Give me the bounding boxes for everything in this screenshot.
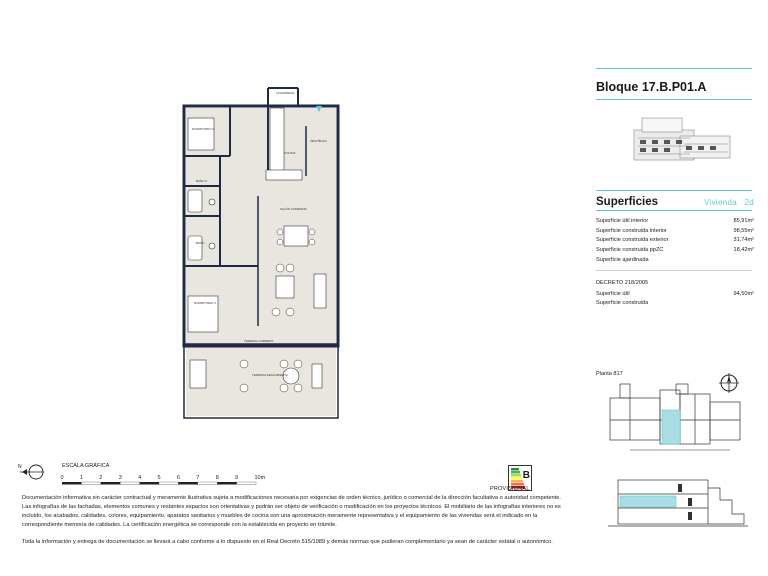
superficies-divider-bottom	[596, 210, 752, 211]
decreto-title-row	[596, 280, 754, 286]
scale-tick-label: 7	[196, 475, 200, 481]
scale-tick-label: 8	[215, 475, 219, 481]
title-divider	[596, 99, 752, 100]
planta-label: Planta 817	[596, 371, 623, 377]
floor-plan	[180, 86, 348, 422]
plan-label-bano1: BAÑO	[196, 241, 205, 245]
section-drawing	[608, 470, 748, 536]
surface-label: Superficie construida ppZC	[596, 247, 664, 253]
plan-label-dormitorio1: DORMITORIO 1	[194, 301, 216, 305]
surface-label: Superficie útil interior	[596, 218, 649, 224]
decreto-value: 94,50m²	[733, 291, 754, 297]
superficies-title: Superficies	[596, 196, 658, 208]
vivienda-type	[704, 198, 754, 207]
scale-label: ESCALA GRÁFICA	[62, 463, 110, 469]
scale-tick-label: 0	[60, 475, 64, 481]
decreto-row	[596, 300, 754, 306]
key-plan	[600, 380, 750, 460]
surface-row	[596, 257, 754, 263]
superficies-divider-top	[596, 190, 752, 191]
decreto-divider	[596, 270, 752, 271]
surface-row	[596, 237, 754, 243]
plan-label-cocina: COCINA	[284, 151, 296, 155]
building-render	[624, 112, 744, 170]
scale-tick-label: 2	[99, 475, 103, 481]
surface-label: Superficie ajardinada	[596, 257, 649, 263]
decreto-label: Superficie útil	[596, 291, 630, 297]
scale-bar	[56, 470, 276, 486]
scale-tick-label: 9	[235, 475, 239, 481]
decreto-label: Superficie construida	[596, 300, 649, 306]
scale-tick-label: 1	[79, 475, 83, 481]
legal-decree: Toda la información y entrega de documentación se llevará a cabo conforme a lo dispuesto en el Real Decreto 515/1989 y demás normas que pudieran complementario ya sean de carácter estatal o autonómico.	[22, 539, 553, 545]
plan-label-terraza-cubierta: TERRAZA CUBIERTA	[244, 339, 274, 343]
vivienda-label: Vivienda	[704, 198, 737, 207]
unit-code-title: Bloque 17.B.P01.A	[596, 80, 707, 94]
surface-value: 18,42m²	[733, 247, 754, 253]
surface-value: 31,74m²	[733, 237, 754, 243]
top-divider	[596, 68, 752, 69]
energy-letter: B	[522, 470, 530, 481]
surface-label: Superficie construida exterior	[596, 237, 669, 243]
legal-disclaimer: Documentación informativa sin carácter contractual y meramente ilustrativa sujeta a modificaciones necesaria por exigencias de orden técnico, jurídico o comercial de la dirección facultativa o autoridad competente. Las infografías de las fachadas, elementos comunes y restantes espacios son orientativas y podrán ser objeto de verificación o modificación en los proyectos técnicos. El mobiliario de las infografías interiores no es incluido, los acabados, calidades, colores, equipamiento, aparatos sanitarios y muebles de cocina son una aproximación meramente representativa y el equipamiento de las viviendas será el indicado en la correspondiente memoria de calidades. La certificación energética se corresponde con la establecida en proyecto en trámite.	[22, 495, 562, 528]
energy-status: PROVISIONAL	[490, 486, 530, 492]
plan-label-vestibulo: VESTÍBULO	[310, 139, 327, 143]
plan-label-terraza-descubierta: TERRAZA DESCUBIERTA	[252, 373, 288, 377]
plan-label-lavanderia: LAVANDERÍA	[276, 91, 295, 95]
decreto-title: DECRETO 218/2005	[596, 280, 649, 286]
plan-label-salon: SALÓN COMEDOR	[280, 207, 307, 211]
scale-tick-label: 5	[157, 475, 161, 481]
bedrooms-label: 2d	[744, 198, 755, 207]
surface-row	[596, 247, 754, 253]
surface-label: Superficie construida interior	[596, 228, 667, 234]
surface-row	[596, 228, 754, 234]
scale-tick-label: 3	[118, 475, 122, 481]
decreto-row	[596, 291, 754, 297]
plan-label-dormitorio2: DORMITORIO 2	[192, 127, 214, 131]
scale-tick-label: 6	[176, 475, 180, 481]
surface-value: 85,91m²	[733, 218, 754, 224]
scale-tick-label: 10m	[254, 475, 266, 481]
svg-text:N: N	[18, 464, 22, 470]
scale-tick-label: 4	[138, 475, 142, 481]
surface-row	[596, 218, 754, 224]
north-arrow-icon	[18, 462, 46, 482]
surface-value: 98,55m²	[733, 228, 754, 234]
plan-label-bano2: BAÑO 2	[196, 179, 208, 183]
